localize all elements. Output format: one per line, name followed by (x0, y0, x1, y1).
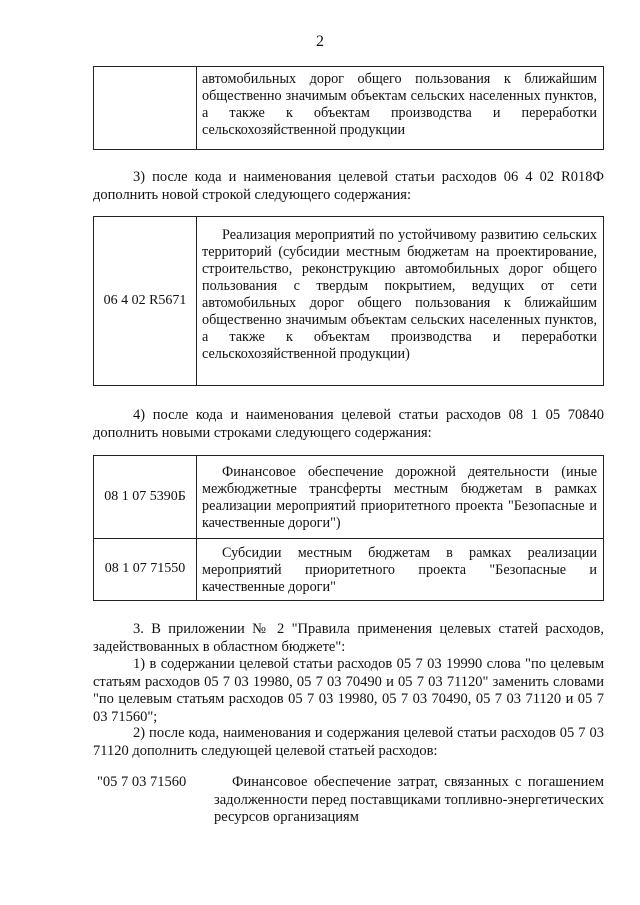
paragraph-subitem-2: 2) после кода, наименования и содержания целевой статьи расходов 05 7 03 71120 дополнить следующей целевой статьей расходов: (93, 725, 604, 759)
paragraph-item-4: 4) после кода и наименования целевой статьи расходов 08 1 05 70840 дополнить новыми строками следующего содержания: (93, 407, 604, 441)
paragraph-subitem-1: 1) в содержании целевой статьи расходов 05 7 03 19990 слова "по целевым статьям расходов 05 7 03 19980, 05 7 03 70490 и 05 7 03 71120" заменить словами "по целевым статьям расходов 05 7 03 19980, 05 7 03 70490, 05 7 03 71120 и 05 7 03 71560"; (93, 656, 604, 725)
table-row (94, 538, 603, 600)
table-description-cell: Реализация мероприятий по устойчивому развитию сельских территорий (субсидии местным бюджетам на проектирование, строительство, реконструкцию автомобильных дорог общего пользования с твердым покрытием, ведущих от сети автомобильных дорог общего пользования к ближайшим общественно значимым объектам сельских населенных пунктов, а также к объектам производства и переработки сельскохозяйственной продукции) (202, 227, 597, 362)
table-description-cell: Финансовое обеспечение дорожной деятельности (иные межбюджетные трансферты местным бюджетам в рамках реализации мероприятий приоритетного проекта "Безопасные и качественные дороги") (202, 464, 597, 531)
table-code-cell: 08 1 07 71550 (94, 538, 197, 600)
paragraph-appendix-2: 3. В приложении № 2 "Правила применения целевых статей расходов, задействованных в областном бюджете": (93, 621, 604, 655)
paragraph-item-3: 3) после кода и наименования целевой статьи расходов 06 4 02 R018Ф дополнить новой строкой следующего содержания: (93, 169, 604, 203)
new-article-code: "05 7 03 71560 (97, 774, 187, 790)
table-continuation (93, 66, 604, 150)
table-description-cell: автомобильных дорог общего пользования к ближайшим общественно значимым объектам сельских населенных пунктов, а также к объектам производства и переработки сельскохозяйственной продукции (202, 71, 597, 138)
page-number: 2 (316, 33, 324, 50)
new-article-description: Финансовое обеспечение затрат, связанных с погашением задолженности перед поставщиками топливно-энергетических ресурсов организациям (214, 774, 604, 825)
table-new-rows (93, 455, 604, 601)
table-description-cell: Субсидии местным бюджетам в рамках реализации мероприятий приоритетного проекта "Безопасные и качественные дороги" (202, 545, 597, 595)
table-row (94, 456, 603, 538)
table-new-row (93, 216, 604, 386)
table-code-cell (94, 67, 197, 149)
table-code-cell: 08 1 07 5390Б (94, 456, 197, 538)
table-code-cell: 06 4 02 R5671 (94, 217, 197, 385)
